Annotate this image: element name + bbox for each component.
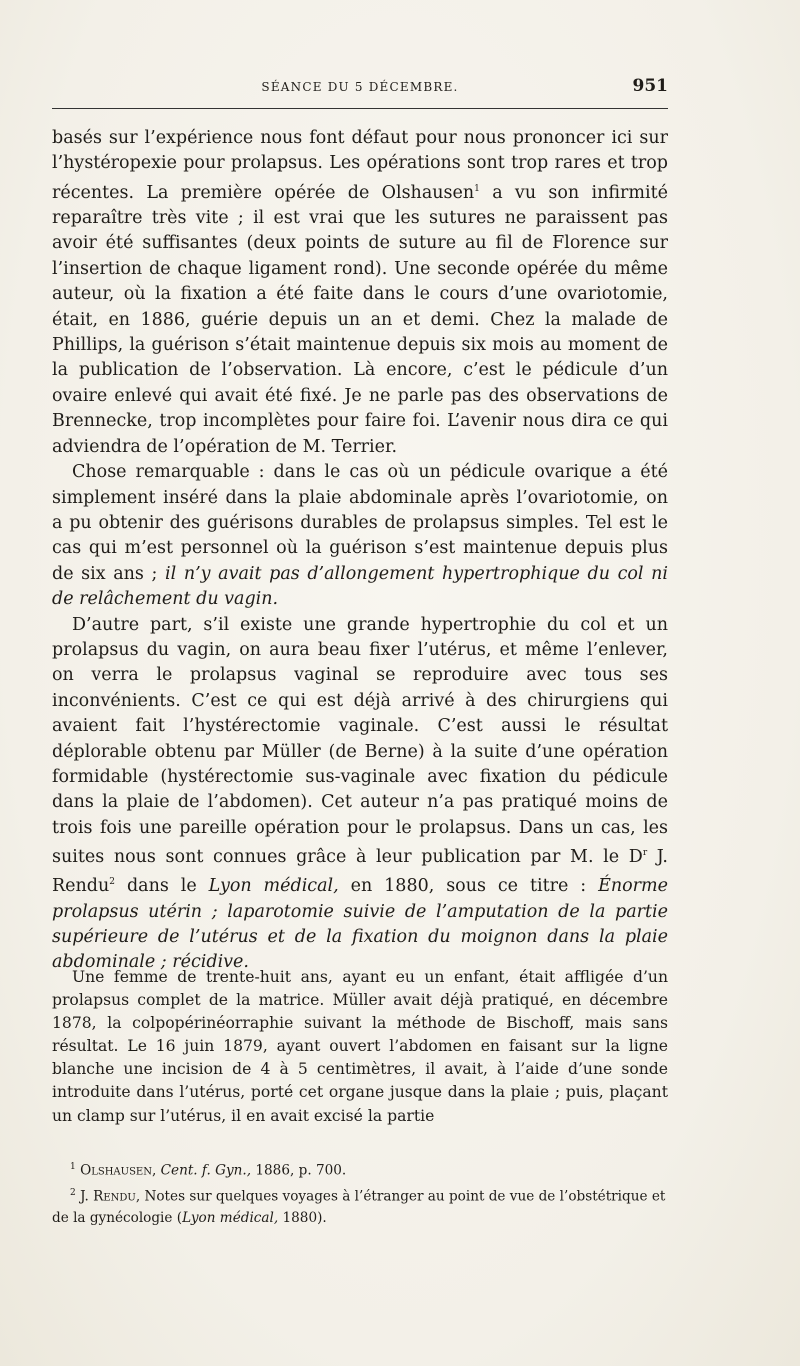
observation-text <box>52 966 668 1128</box>
footnotes <box>52 1156 668 1229</box>
footnote-2: $^2$ J. Rendu, Notes sur quelques voyages à l’étranger au point de vue de l’obstétrique et de la gynécologie (Lyon médical, 1880). <box>52 1187 666 1227</box>
italic-emphasis: il n’y avait pas d’allongement hypertrophique du col ni de relâchement du vagin. <box>52 563 668 610</box>
page-number: 951 <box>632 76 668 96</box>
main-text <box>52 126 668 976</box>
header-rule <box>52 108 668 109</box>
paragraph-3: D’autre part, s’il existe une grande hypertrophie du col et un prolapsus du vagin, on aura beau fixer l’utérus, et même l’enlever, on verra le prolapsus vaginal se reproduire avec tous ses inconvénients. C’est ce qui est déjà arrivé à des chirurgiens qui avaient fait l’hystérectomie vaginale. C’est aussi le résultat déplorable obtenu par Müller (de Berne) à la suite d’une opération formidable (hystérectomie sus-vaginale avec fixation du pédicule dans la plaie de l’abdomen). Cet auteur n’a pas pratiqué moins de trois fois une pareille opération pour le prolapsus. Dans un cas, les suites nous sont connues grâce à leur publication par M. le $D^r$ J. Rendu$^2$ dans le Lyon médical, en 1880, sous ce titre : Énorme prolapsus utérin ; laparotomie suivie de l’amputation de la partie supérieure de l’utérus et de la fixation du moignon dans la plaie abdominale ; récidive. <box>52 614 668 973</box>
paragraph-2: Chose remarquable : dans le cas où un pédicule ovarique a été simplement inséré dans la plaie abdominale après l’ovariotomie, on a pu obtenir des guérisons durables de prolapsus simples. Tel est le cas qui m’est personnel où la guérison s’est maintenue depuis plus de six ans ; il n’y avait pas d’allongement hypertrophique du col ni de relâchement du vagin. <box>52 462 668 610</box>
running-head: SÉANCE DU 5 DÉCEMBRE. <box>261 80 459 94</box>
observation-paragraph: Une femme de trente-huit ans, ayant eu un enfant, était affligée d’un prolapsus complet de la matrice. Müller avait déjà pratiqué, en décembre 1878, la colpopérinéorraphie suivant la méthode de Bischoff, mais sans résultat. Le 16 juin 1879, ayant ouvert l’abdomen en faisant sur la ligne blanche une incision de 4 à 5 centimètres, il avait, à l’aide d’une sonde introduite dans l’utérus, porté cet organe jusque dans la plaie ; puis, plaçant un clamp sur l’utérus, il en avait excisé la partie <box>52 968 668 1125</box>
page-header <box>52 74 668 102</box>
paragraph-1: basés sur l’expérience nous font défaut pour nous prononcer ici sur l’hystéropexie pour prolapsus. Les opérations sont trop rares et trop récentes. La première opérée de Olshausen$^1$ a vu son infirmité reparaître très vite ; il est vrai que les sutures ne paraissent pas avoir été suffisantes (deux points de suture au fil de Florence sur l’insertion de chaque ligament rond). Une seconde opérée du même auteur, où la fixation a été faite dans le cours d’une ovariotomie, était, en 1886, guérie depuis un an et demi. Chez la malade de Phillips, la guérison s’était maintenue depuis six mois au moment de la publication de l’observation. Là encore, c’est le pédicule d’un ovaire enlevé qui avait été fixé. Je ne parle pas des observations de Brennecke, trop incomplètes pour faire foi. L’avenir nous dira ce qui adviendra de l’opération de M. Terrier. <box>52 128 668 457</box>
footnote-ref-1: 1 <box>474 183 480 194</box>
article-title: Énorme prolapsus utérin ; laparotomie suivie de l’amputation de la partie supérieure de l’utérus et de la fixation du moignon dans la plaie abdominale ; récidive. <box>52 876 668 973</box>
footnote-1: $^1$ Olshausen, Cent. f. Gyn., 1886, p. 700. <box>70 1162 347 1179</box>
journal-title: Lyon médical, <box>208 876 339 897</box>
footnote-ref-2: 2 <box>109 877 116 888</box>
